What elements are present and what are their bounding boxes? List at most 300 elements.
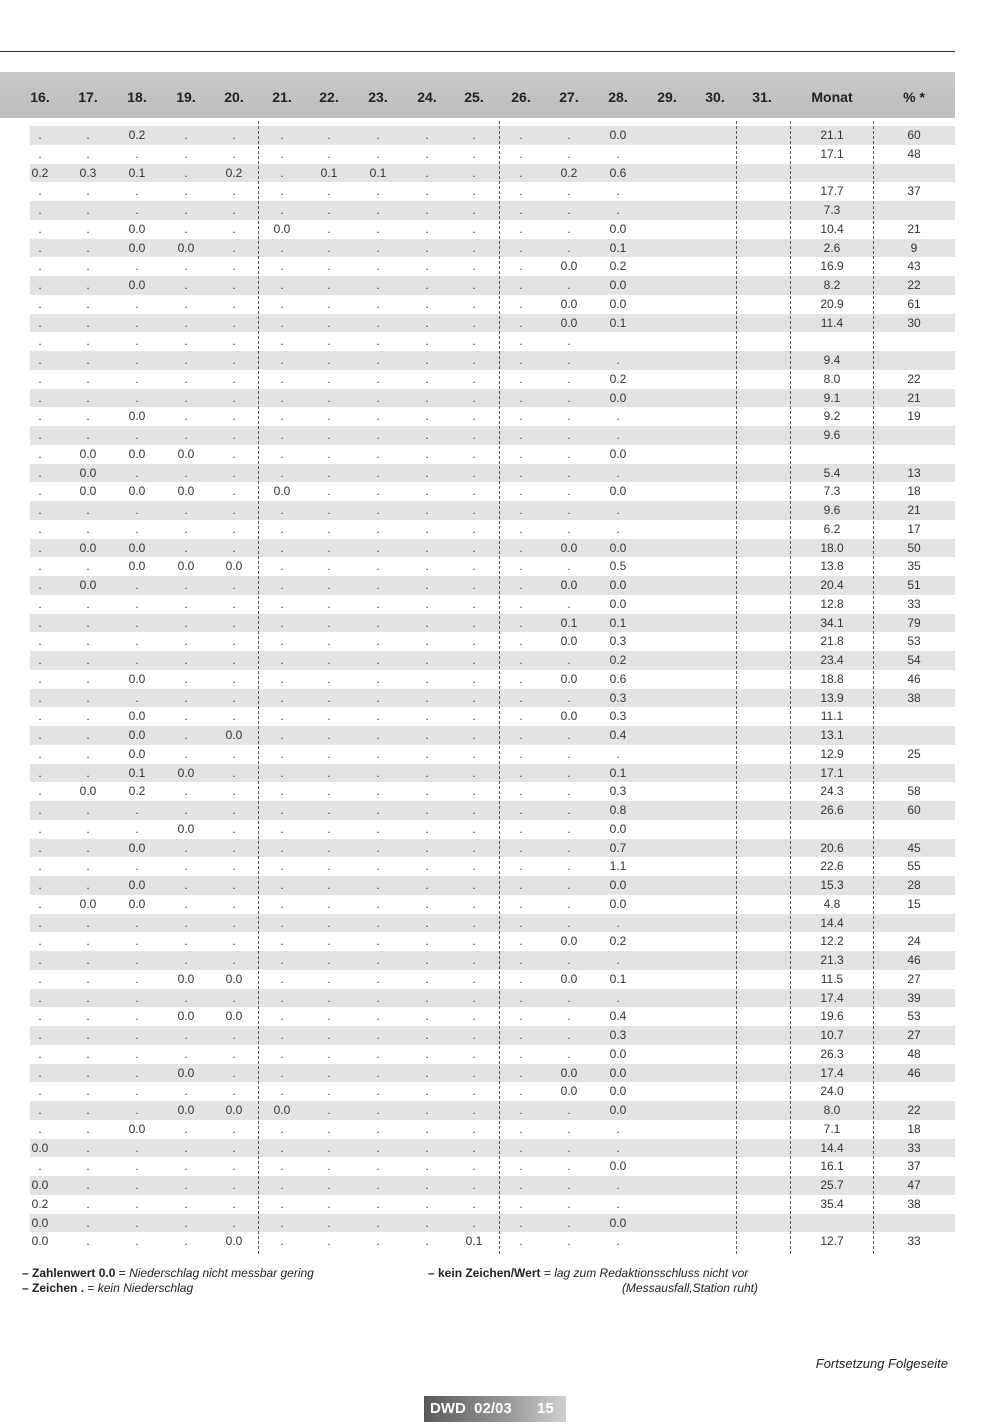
table-row bbox=[30, 445, 955, 464]
day-value-cell: . bbox=[425, 146, 429, 161]
day-value-cell: . bbox=[184, 503, 188, 517]
day-value-cell: . bbox=[232, 446, 236, 461]
column-header: 19. bbox=[176, 89, 196, 105]
day-value-cell: 0.3 bbox=[609, 709, 627, 724]
day-value-cell: . bbox=[376, 1009, 380, 1024]
day-value-cell: . bbox=[376, 240, 380, 255]
day-value-cell: . bbox=[472, 540, 476, 555]
day-value-cell: . bbox=[425, 1028, 429, 1042]
day-value-cell: . bbox=[567, 1028, 571, 1042]
month-total-cell: 12.7 bbox=[820, 1234, 844, 1249]
percent-cell: 47 bbox=[907, 1178, 921, 1192]
month-total-cell: 8.0 bbox=[823, 371, 841, 386]
day-value-cell: . bbox=[472, 1084, 476, 1099]
day-value-cell: . bbox=[376, 671, 380, 686]
day-value-cell: . bbox=[280, 765, 284, 780]
day-value-cell: . bbox=[86, 971, 90, 986]
day-value-cell: . bbox=[327, 615, 331, 630]
day-value-cell: . bbox=[327, 1234, 331, 1249]
day-value-cell: . bbox=[86, 203, 90, 217]
percent-cell: 38 bbox=[907, 1196, 921, 1211]
table-row bbox=[30, 1176, 955, 1195]
day-value-cell: . bbox=[232, 465, 236, 480]
day-value-cell: . bbox=[38, 409, 42, 424]
month-total-cell: 24.0 bbox=[820, 1084, 844, 1099]
day-value-cell: . bbox=[472, 653, 476, 667]
day-value-cell: . bbox=[376, 278, 380, 292]
day-value-cell: . bbox=[135, 521, 139, 536]
day-value-cell: . bbox=[232, 578, 236, 592]
day-value-cell: . bbox=[135, 465, 139, 480]
day-value-cell: . bbox=[519, 428, 523, 442]
table-row bbox=[30, 1214, 955, 1233]
day-value-cell: 0.8 bbox=[609, 803, 627, 817]
day-value-cell: . bbox=[472, 1009, 476, 1024]
day-value-cell: . bbox=[38, 896, 42, 911]
table-row bbox=[30, 164, 955, 183]
day-value-cell: . bbox=[280, 259, 284, 274]
day-value-cell: . bbox=[232, 821, 236, 836]
day-value-cell: . bbox=[86, 1215, 90, 1230]
day-value-cell: . bbox=[184, 353, 188, 367]
day-value-cell: . bbox=[472, 146, 476, 161]
day-value-cell: . bbox=[472, 521, 476, 536]
day-value-cell: . bbox=[327, 1084, 331, 1099]
day-value-cell: . bbox=[38, 859, 42, 874]
day-value-cell: . bbox=[280, 896, 284, 911]
table-row bbox=[30, 126, 955, 145]
day-value-cell: . bbox=[38, 1084, 42, 1099]
table-row bbox=[30, 726, 955, 745]
day-value-cell: . bbox=[38, 503, 42, 517]
day-value-cell: . bbox=[519, 371, 523, 386]
day-value-cell: . bbox=[232, 521, 236, 536]
day-value-cell: . bbox=[472, 765, 476, 780]
day-value-cell: . bbox=[280, 1009, 284, 1024]
column-header: 26. bbox=[511, 89, 531, 105]
day-value-cell: . bbox=[184, 371, 188, 386]
day-value-cell: . bbox=[280, 278, 284, 292]
day-value-cell: . bbox=[519, 165, 523, 180]
day-value-cell: . bbox=[38, 803, 42, 817]
day-value-cell: . bbox=[567, 840, 571, 855]
day-value-cell: 0.0 bbox=[128, 1121, 146, 1136]
day-value-cell: . bbox=[519, 221, 523, 236]
day-value-cell: . bbox=[376, 1065, 380, 1080]
day-value-cell: . bbox=[376, 990, 380, 1005]
column-header: 20. bbox=[224, 89, 244, 105]
day-value-cell: . bbox=[472, 990, 476, 1005]
day-value-cell: . bbox=[184, 840, 188, 855]
month-total-cell: 8.0 bbox=[823, 1103, 841, 1117]
day-value-cell: . bbox=[425, 259, 429, 274]
day-value-cell: . bbox=[376, 578, 380, 592]
day-value-cell: . bbox=[567, 278, 571, 292]
day-value-cell: . bbox=[327, 240, 331, 255]
day-value-cell: . bbox=[567, 821, 571, 836]
day-value-cell: . bbox=[232, 146, 236, 161]
day-value-cell: . bbox=[135, 990, 139, 1005]
day-value-cell: 0.0 bbox=[128, 896, 146, 911]
day-value-cell: . bbox=[472, 428, 476, 442]
day-value-cell: . bbox=[327, 728, 331, 742]
day-value-cell: . bbox=[280, 990, 284, 1005]
day-value-cell: . bbox=[135, 1234, 139, 1249]
day-value-cell: 0.0 bbox=[273, 221, 291, 236]
day-value-cell: . bbox=[425, 559, 429, 574]
day-value-cell: . bbox=[38, 278, 42, 292]
day-value-cell: . bbox=[567, 334, 571, 349]
day-value-cell: . bbox=[519, 615, 523, 630]
day-value-cell: . bbox=[327, 315, 331, 330]
day-value-cell: . bbox=[472, 1159, 476, 1174]
month-total-cell: 17.4 bbox=[820, 1065, 844, 1080]
day-value-cell: . bbox=[86, 953, 90, 967]
day-value-cell: . bbox=[616, 953, 620, 967]
day-value-cell: . bbox=[567, 746, 571, 761]
day-value-cell: . bbox=[38, 1103, 42, 1117]
day-value-cell: . bbox=[567, 371, 571, 386]
day-value-cell: . bbox=[86, 334, 90, 349]
percent-cell: 17 bbox=[907, 521, 921, 536]
day-value-cell: . bbox=[184, 578, 188, 592]
month-total-cell: 16.9 bbox=[820, 259, 844, 274]
percent-cell: 27 bbox=[907, 1028, 921, 1042]
day-value-cell: . bbox=[86, 503, 90, 517]
day-value-cell: . bbox=[280, 559, 284, 574]
legend-symbol: 0.0 bbox=[98, 1266, 116, 1280]
day-value-cell: . bbox=[232, 371, 236, 386]
day-value-cell: . bbox=[232, 259, 236, 274]
day-value-cell: 0.0 bbox=[609, 878, 627, 892]
table-row bbox=[30, 764, 955, 783]
percent-cell: 22 bbox=[907, 1103, 921, 1117]
day-value-cell: 0.0 bbox=[560, 671, 578, 686]
percent-cell: 46 bbox=[907, 953, 921, 967]
month-total-cell: 9.6 bbox=[823, 503, 841, 517]
day-value-cell: . bbox=[519, 484, 523, 499]
percent-cell: 35 bbox=[907, 559, 921, 574]
day-value-cell: . bbox=[567, 653, 571, 667]
day-value-cell: . bbox=[232, 953, 236, 967]
day-value-cell: . bbox=[327, 971, 331, 986]
day-value-cell: 0.0 bbox=[128, 409, 146, 424]
day-value-cell: 0.4 bbox=[609, 728, 627, 742]
day-value-cell: 0.0 bbox=[225, 559, 243, 574]
month-total-cell: 11.5 bbox=[820, 971, 844, 986]
day-value-cell: . bbox=[280, 803, 284, 817]
day-value-cell: . bbox=[567, 503, 571, 517]
day-value-cell: . bbox=[376, 971, 380, 986]
day-value-cell: . bbox=[327, 1178, 331, 1192]
day-value-cell: 0.0 bbox=[79, 784, 97, 799]
day-value-cell: . bbox=[567, 990, 571, 1005]
day-value-cell: . bbox=[472, 596, 476, 611]
day-value-cell: . bbox=[425, 184, 429, 199]
day-value-cell: 0.0 bbox=[79, 484, 97, 499]
day-value-cell: . bbox=[376, 1159, 380, 1174]
day-value-cell: . bbox=[616, 465, 620, 480]
day-value-cell: 0.0 bbox=[560, 259, 578, 274]
day-value-cell: . bbox=[567, 1196, 571, 1211]
day-value-cell: . bbox=[184, 915, 188, 930]
day-value-cell: . bbox=[376, 446, 380, 461]
table-row bbox=[30, 689, 955, 708]
day-value-cell: . bbox=[472, 1103, 476, 1117]
legend-description: Niederschlag nicht messbar gering bbox=[129, 1266, 314, 1280]
day-value-cell: . bbox=[425, 353, 429, 367]
day-value-cell: . bbox=[472, 409, 476, 424]
day-value-cell: . bbox=[567, 240, 571, 255]
column-header: 30. bbox=[705, 89, 725, 105]
legend-item-value bbox=[22, 1266, 314, 1281]
day-value-cell: . bbox=[519, 859, 523, 874]
day-value-cell: . bbox=[184, 1046, 188, 1061]
day-value-cell: . bbox=[280, 1159, 284, 1174]
percent-cell: 39 bbox=[907, 990, 921, 1005]
day-value-cell: . bbox=[86, 990, 90, 1005]
day-value-cell: . bbox=[232, 1159, 236, 1174]
day-value-cell: . bbox=[86, 1103, 90, 1117]
percent-cell: 18 bbox=[907, 484, 921, 499]
day-value-cell: 0.1 bbox=[609, 971, 627, 986]
day-value-cell: . bbox=[38, 840, 42, 855]
percent-cell: 50 bbox=[907, 540, 921, 555]
day-value-cell: . bbox=[232, 709, 236, 724]
day-value-cell: . bbox=[232, 896, 236, 911]
day-value-cell: . bbox=[86, 278, 90, 292]
day-value-cell: . bbox=[280, 859, 284, 874]
day-value-cell: . bbox=[86, 821, 90, 836]
table-row bbox=[30, 314, 955, 333]
day-value-cell: . bbox=[425, 746, 429, 761]
day-value-cell: . bbox=[519, 971, 523, 986]
day-value-cell: . bbox=[327, 1065, 331, 1080]
day-value-cell: 0.0 bbox=[128, 746, 146, 761]
day-value-cell: . bbox=[425, 840, 429, 855]
day-value-cell: . bbox=[232, 803, 236, 817]
day-value-cell: . bbox=[38, 540, 42, 555]
day-value-cell: . bbox=[280, 1028, 284, 1042]
day-value-cell: 0.0 bbox=[225, 1234, 243, 1249]
day-value-cell: . bbox=[616, 1121, 620, 1136]
month-total-cell: 19.6 bbox=[820, 1009, 844, 1024]
day-value-cell: . bbox=[327, 578, 331, 592]
day-value-cell: . bbox=[38, 240, 42, 255]
day-value-cell: . bbox=[86, 1009, 90, 1024]
day-value-cell: . bbox=[86, 1178, 90, 1192]
day-value-cell: . bbox=[425, 653, 429, 667]
percent-cell: 33 bbox=[907, 1234, 921, 1249]
day-value-cell: . bbox=[519, 334, 523, 349]
legend-equals: = bbox=[543, 1266, 551, 1280]
percent-cell: 43 bbox=[907, 259, 921, 274]
day-value-cell: . bbox=[280, 240, 284, 255]
day-value-cell: . bbox=[425, 1065, 429, 1080]
column-divider bbox=[873, 121, 874, 1254]
day-value-cell: . bbox=[472, 353, 476, 367]
day-value-cell: . bbox=[184, 934, 188, 949]
day-value-cell: . bbox=[376, 259, 380, 274]
day-value-cell: . bbox=[327, 465, 331, 480]
day-value-cell: . bbox=[376, 615, 380, 630]
day-value-cell: . bbox=[519, 746, 523, 761]
day-value-cell: . bbox=[376, 146, 380, 161]
day-value-cell: . bbox=[567, 690, 571, 705]
month-total-cell: 15.3 bbox=[820, 878, 844, 892]
day-value-cell: . bbox=[232, 203, 236, 217]
day-value-cell: . bbox=[232, 840, 236, 855]
column-header: 18. bbox=[127, 89, 147, 105]
table-row bbox=[30, 595, 955, 614]
day-value-cell: . bbox=[472, 953, 476, 967]
day-value-cell: . bbox=[232, 653, 236, 667]
day-value-cell: . bbox=[184, 1159, 188, 1174]
day-value-cell: . bbox=[184, 315, 188, 330]
day-value-cell: . bbox=[38, 953, 42, 967]
day-value-cell: . bbox=[567, 146, 571, 161]
day-value-cell: . bbox=[86, 934, 90, 949]
percent-cell: 13 bbox=[907, 465, 921, 480]
month-total-cell: 17.1 bbox=[820, 765, 844, 780]
table-row bbox=[30, 295, 955, 314]
day-value-cell: . bbox=[327, 634, 331, 649]
percent-cell: 48 bbox=[907, 146, 921, 161]
day-value-cell: . bbox=[232, 353, 236, 367]
day-value-cell: 0.0 bbox=[31, 1215, 49, 1230]
day-value-cell: . bbox=[519, 1103, 523, 1117]
day-value-cell: . bbox=[86, 296, 90, 311]
percent-cell: 33 bbox=[907, 1140, 921, 1155]
day-value-cell: . bbox=[472, 465, 476, 480]
day-value-cell: . bbox=[567, 1159, 571, 1174]
month-total-cell: 6.2 bbox=[823, 521, 841, 536]
day-value-cell: . bbox=[376, 896, 380, 911]
day-value-cell: . bbox=[232, 615, 236, 630]
day-value-cell: . bbox=[232, 634, 236, 649]
day-value-cell: 0.0 bbox=[177, 1065, 195, 1080]
day-value-cell: 0.0 bbox=[609, 540, 627, 555]
day-value-cell: . bbox=[376, 746, 380, 761]
day-value-cell: . bbox=[184, 259, 188, 274]
day-value-cell: . bbox=[280, 1140, 284, 1155]
day-value-cell: . bbox=[472, 503, 476, 517]
month-total-cell: 7.1 bbox=[823, 1121, 841, 1136]
day-value-cell: . bbox=[327, 953, 331, 967]
day-value-cell: . bbox=[376, 371, 380, 386]
day-value-cell: . bbox=[519, 765, 523, 780]
day-value-cell: 0.0 bbox=[273, 1103, 291, 1117]
day-value-cell: . bbox=[472, 203, 476, 217]
month-total-cell: 20.6 bbox=[820, 840, 844, 855]
table-row bbox=[30, 501, 955, 520]
table-row bbox=[30, 989, 955, 1008]
day-value-cell: . bbox=[567, 1103, 571, 1117]
day-value-cell: . bbox=[327, 128, 331, 142]
day-value-cell: . bbox=[184, 803, 188, 817]
day-value-cell: . bbox=[425, 409, 429, 424]
day-value-cell: . bbox=[38, 671, 42, 686]
day-value-cell: . bbox=[519, 1065, 523, 1080]
percent-cell: 48 bbox=[907, 1046, 921, 1061]
day-value-cell: . bbox=[327, 840, 331, 855]
month-total-cell: 34.1 bbox=[820, 615, 844, 630]
day-value-cell: . bbox=[472, 165, 476, 180]
day-value-cell: 0.0 bbox=[560, 540, 578, 555]
legend-item-missing bbox=[428, 1266, 758, 1281]
day-value-cell: . bbox=[38, 353, 42, 367]
day-value-cell: . bbox=[327, 259, 331, 274]
day-value-cell: . bbox=[184, 334, 188, 349]
day-value-cell: 0.0 bbox=[177, 1103, 195, 1117]
day-value-cell: . bbox=[472, 803, 476, 817]
day-value-cell: . bbox=[86, 634, 90, 649]
day-value-cell: . bbox=[425, 1178, 429, 1192]
day-value-cell: . bbox=[425, 728, 429, 742]
day-value-cell: . bbox=[567, 1140, 571, 1155]
day-value-cell: . bbox=[232, 915, 236, 930]
day-value-cell: . bbox=[472, 559, 476, 574]
day-value-cell: 0.0 bbox=[177, 446, 195, 461]
day-value-cell: . bbox=[135, 934, 139, 949]
day-value-cell: . bbox=[616, 1196, 620, 1211]
day-value-cell: . bbox=[519, 1140, 523, 1155]
day-value-cell: . bbox=[280, 390, 284, 405]
day-value-cell: . bbox=[472, 878, 476, 892]
day-value-cell: . bbox=[135, 1103, 139, 1117]
day-value-cell: . bbox=[567, 446, 571, 461]
day-value-cell: . bbox=[472, 784, 476, 799]
day-value-cell: . bbox=[280, 146, 284, 161]
column-header: 17. bbox=[78, 89, 98, 105]
day-value-cell: . bbox=[327, 278, 331, 292]
day-value-cell: 0.2 bbox=[560, 165, 578, 180]
column-divider bbox=[736, 121, 737, 1254]
percent-cell: 30 bbox=[907, 315, 921, 330]
legend-item-sign bbox=[22, 1281, 314, 1296]
table-row bbox=[30, 801, 955, 820]
day-value-cell: . bbox=[86, 1084, 90, 1099]
day-value-cell: . bbox=[86, 1234, 90, 1249]
percent-cell: 15 bbox=[907, 896, 921, 911]
day-value-cell: . bbox=[327, 671, 331, 686]
day-value-cell: . bbox=[425, 165, 429, 180]
table-row bbox=[30, 782, 955, 801]
day-value-cell: . bbox=[280, 184, 284, 199]
day-value-cell: . bbox=[38, 184, 42, 199]
day-value-cell: 0.0 bbox=[177, 821, 195, 836]
day-value-cell: 0.1 bbox=[609, 240, 627, 255]
day-value-cell: . bbox=[425, 1196, 429, 1211]
percent-cell: 55 bbox=[907, 859, 921, 874]
day-value-cell: . bbox=[135, 596, 139, 611]
day-value-cell: 0.0 bbox=[128, 559, 146, 574]
day-value-cell: . bbox=[184, 1121, 188, 1136]
table-row bbox=[30, 745, 955, 764]
day-value-cell: . bbox=[86, 1196, 90, 1211]
day-value-cell: . bbox=[86, 259, 90, 274]
day-value-cell: . bbox=[86, 1140, 90, 1155]
legend-right bbox=[428, 1266, 758, 1296]
percent-cell: 79 bbox=[907, 615, 921, 630]
day-value-cell: . bbox=[425, 128, 429, 142]
day-value-cell: . bbox=[519, 803, 523, 817]
day-value-cell: 0.3 bbox=[609, 634, 627, 649]
day-value-cell: . bbox=[472, 221, 476, 236]
day-value-cell: . bbox=[327, 296, 331, 311]
table-row bbox=[30, 370, 955, 389]
day-value-cell: . bbox=[425, 1215, 429, 1230]
